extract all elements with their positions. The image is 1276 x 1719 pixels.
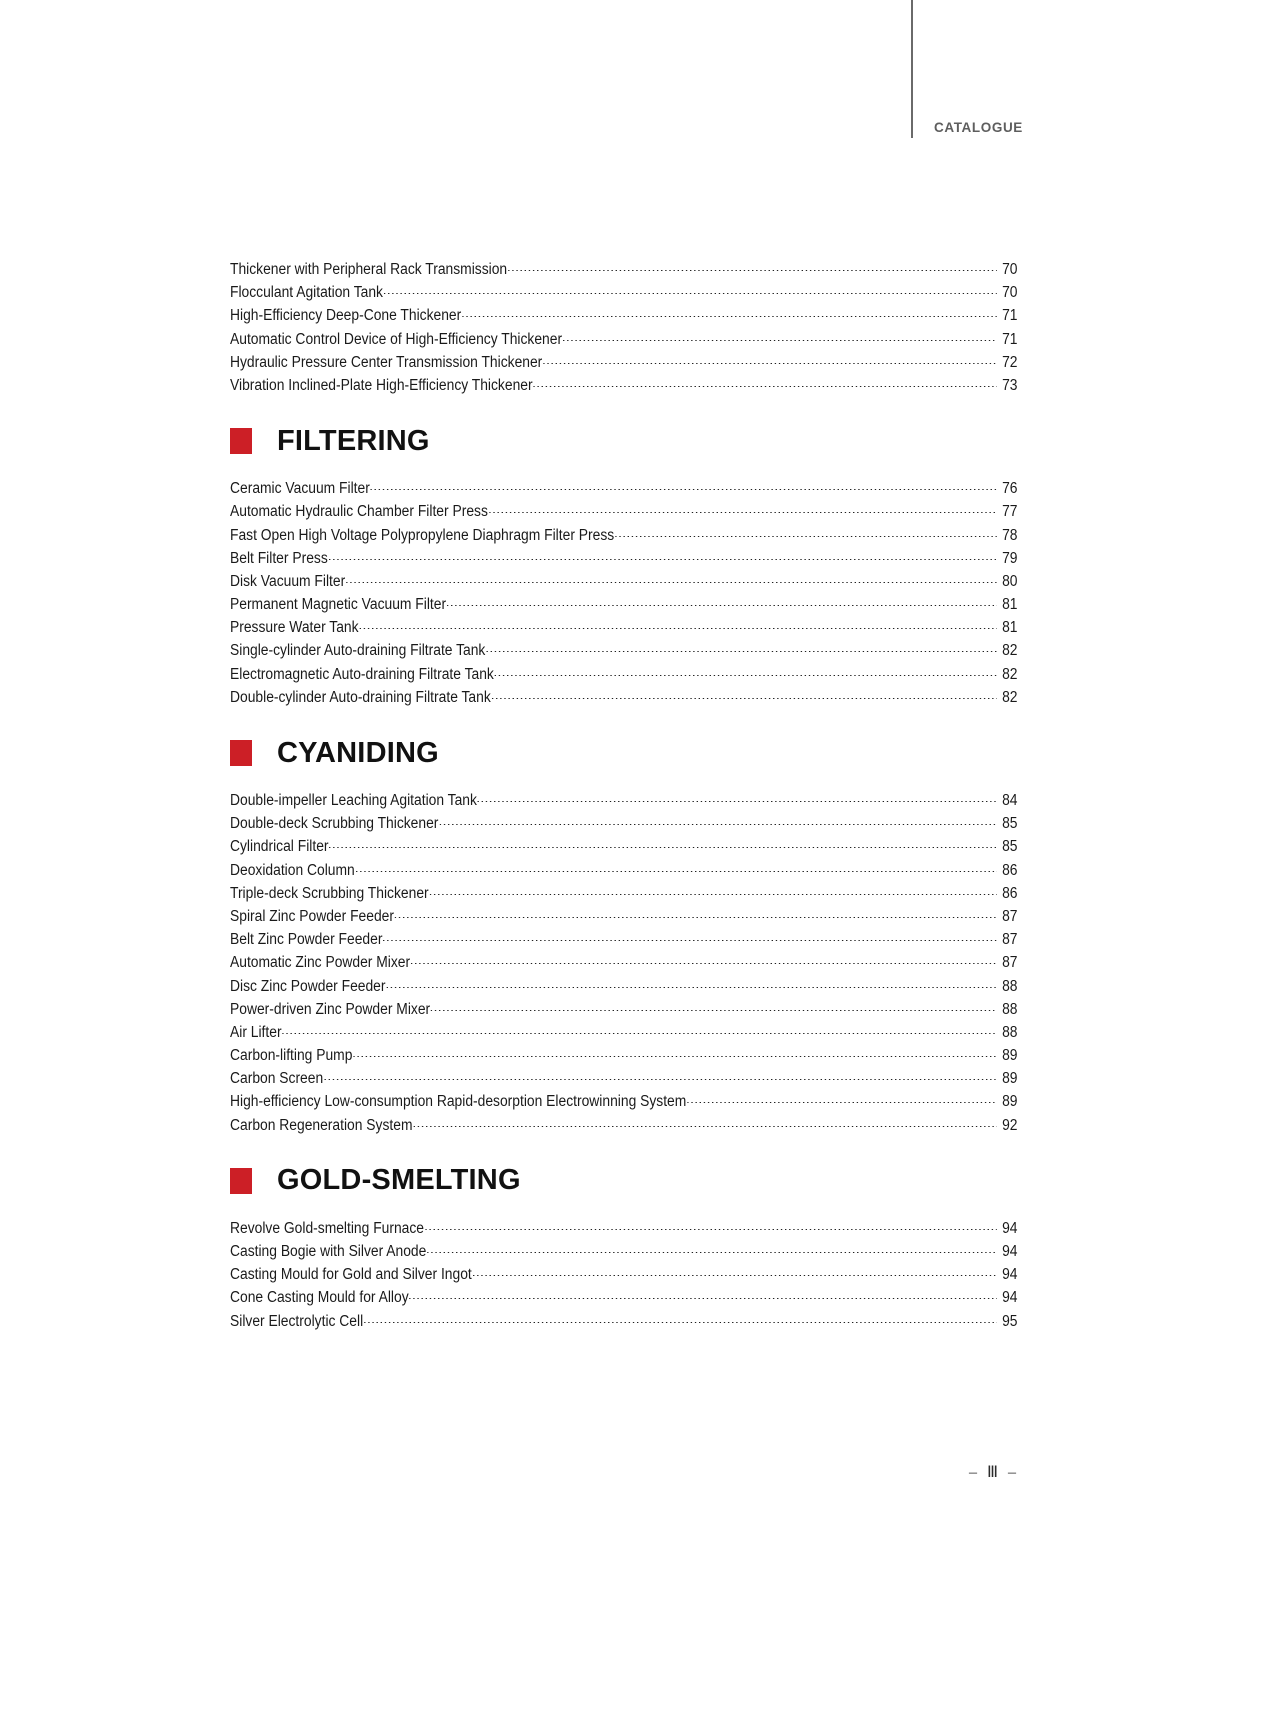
toc-leader-dots (431, 1010, 997, 1011)
toc-entry-page-number: 89 (1002, 1070, 1018, 1088)
toc-leader-dots (410, 1298, 997, 1299)
toc-entry-title: Permanent Magnetic Vacuum Filter (230, 596, 447, 614)
toc-entry-page-number: 95 (1002, 1312, 1018, 1330)
toc-leader-dots (329, 847, 996, 848)
toc-entry[interactable] (230, 882, 1018, 905)
header-catalogue-label: CATALOGUE (934, 120, 1023, 135)
toc-entry-page-number: 87 (1002, 907, 1018, 925)
toc-entry-title: High-efficiency Low-consumption Rapid-desorption Electrowinning System (230, 1093, 687, 1111)
toc-entry-page-number: 71 (1002, 307, 1018, 325)
toc-leader-dots (282, 1033, 996, 1034)
toc-entry-page-number: 94 (1002, 1289, 1018, 1307)
toc-entry-title: Double-impeller Leaching Agitation Tank (230, 792, 477, 809)
toc-entry-title: Double-deck Scrubbing Thickener (230, 815, 439, 833)
toc-entry[interactable] (230, 835, 1018, 858)
toc-entry-title: Automatic Control Device of High-Efficiency Thickener (230, 330, 563, 348)
toc-entry-page-number: 82 (1002, 665, 1018, 683)
toc-leader-dots (413, 1126, 996, 1127)
toc-leader-dots (533, 386, 996, 387)
toc-entry-title: Double-cylinder Auto-draining Filtrate Tank (230, 688, 491, 706)
toc-entry-page-number: 76 (1002, 480, 1018, 498)
toc-entry-page-number: 87 (1002, 954, 1018, 972)
toc-entry[interactable] (230, 998, 1018, 1021)
toc-entry-title: Cone Casting Mould for Alloy (230, 1289, 409, 1307)
toc-leader-dots (353, 1056, 996, 1057)
toc-leader-dots (543, 363, 997, 364)
toc-entry-title: High-Efficiency Deep-Cone Thickener (230, 307, 462, 325)
toc-leader-dots (359, 628, 996, 629)
toc-section-heading (230, 731, 1018, 775)
toc-leader-dots (439, 824, 996, 825)
toc-entry-title: Revolve Gold-smelting Furnace (230, 1219, 425, 1237)
toc-leader-dots (383, 940, 996, 941)
toc-entry-page-number: 88 (1002, 1000, 1018, 1018)
toc-section-heading (230, 419, 1018, 463)
toc-entry[interactable] (230, 328, 1018, 351)
toc-section-heading (230, 1159, 1018, 1203)
toc-leader-dots (430, 894, 997, 895)
toc-entry[interactable] (230, 1090, 1018, 1113)
header-divider-rule (911, 0, 913, 138)
toc-leader-dots (346, 582, 997, 583)
toc-section (230, 419, 1018, 709)
toc-entry-title: Disk Vacuum Filter (230, 572, 346, 590)
toc-entry-page-number: 82 (1002, 688, 1018, 706)
toc-entry-page-number: 81 (1002, 596, 1018, 614)
toc-entry-title: Casting Bogie with Silver Anode (230, 1243, 427, 1260)
toc-entry-page-number: 86 (1002, 884, 1018, 902)
toc-entry-title: Deoxidation Column (230, 861, 355, 879)
toc-entry-title: Belt Zinc Powder Feeder (230, 931, 383, 949)
toc-entry[interactable] (230, 258, 1018, 281)
toc-leader-dots (364, 1322, 997, 1323)
toc-leader-dots (329, 559, 997, 560)
toc-entry[interactable] (230, 1067, 1018, 1090)
toc-entry-title: Carbon Screen (230, 1070, 324, 1088)
toc-entry-page-number: 79 (1002, 549, 1018, 567)
toc-entry-page-number: 82 (1002, 642, 1018, 660)
toc-entry[interactable] (230, 500, 1018, 523)
toc-entry-title: Single-cylinder Auto-draining Filtrate Tank (230, 642, 486, 660)
toc-entry-title: Ceramic Vacuum Filter (230, 480, 370, 498)
toc-leader-dots (324, 1079, 997, 1080)
toc-entry-page-number: 70 (1002, 284, 1018, 302)
toc-leader-dots (462, 316, 997, 317)
toc-entry[interactable] (230, 593, 1018, 616)
toc-entry[interactable] (230, 663, 1018, 686)
toc-entry-title: Silver Electrolytic Cell (230, 1312, 364, 1330)
red-square-icon (230, 1168, 252, 1194)
toc-section-entries (230, 789, 1018, 1137)
toc-entry[interactable] (230, 1217, 1018, 1240)
toc-leader-dots (495, 675, 997, 676)
toc-intro-entries (230, 258, 1018, 397)
toc-section-entries (230, 477, 1018, 709)
toc-entry-title: Belt Filter Press (230, 549, 328, 567)
toc-entry-title: Air Lifter (230, 1023, 282, 1041)
toc-entry-page-number: 72 (1002, 353, 1018, 371)
toc-entry-page-number: 85 (1002, 838, 1018, 856)
toc-entry-title: Power-driven Zinc Powder Mixer (230, 1000, 431, 1018)
toc-section-title: CYANIDING (277, 736, 439, 769)
toc-entry-page-number: 94 (1002, 1266, 1018, 1284)
toc-leader-dots (508, 270, 997, 271)
toc-entry-page-number: 86 (1002, 861, 1018, 879)
toc-entry-page-number: 77 (1002, 503, 1018, 521)
toc-entry[interactable] (230, 859, 1018, 882)
toc-entry[interactable] (230, 1263, 1018, 1286)
toc-entry[interactable] (230, 1310, 1018, 1333)
toc-entry[interactable] (230, 812, 1018, 835)
toc-section-title: FILTERING (277, 424, 430, 457)
toc-entry[interactable] (230, 570, 1018, 593)
toc-entry[interactable] (230, 928, 1018, 951)
toc-entry[interactable] (230, 374, 1018, 397)
toc-leader-dots (411, 963, 997, 964)
toc-entry-title: Carbon-lifting Pump (230, 1047, 353, 1065)
toc-leader-dots (395, 917, 997, 918)
toc-entry[interactable] (230, 686, 1018, 709)
toc-entry-title: Disc Zinc Powder Feeder (230, 977, 386, 995)
toc-entry-title: Hydraulic Pressure Center Transmission Thickener (230, 353, 543, 371)
toc-entry-page-number: 81 (1002, 619, 1018, 637)
toc-entry-title: Carbon Regeneration System (230, 1116, 413, 1134)
toc-entry-page-number: 94 (1002, 1243, 1018, 1260)
toc-entry[interactable] (230, 477, 1018, 500)
toc-entry-title: Casting Mould for Gold and Silver Ingot (230, 1266, 472, 1284)
toc-entry-page-number: 94 (1002, 1219, 1018, 1237)
toc-entry[interactable] (230, 616, 1018, 639)
toc-entry-page-number: 89 (1002, 1093, 1018, 1111)
toc-leader-dots (356, 871, 997, 872)
toc-entry[interactable] (230, 304, 1018, 327)
page-header (911, 0, 1276, 150)
toc-leader-dots (384, 293, 997, 294)
toc-entry[interactable] (230, 524, 1018, 547)
toc-entry-title: Automatic Zinc Powder Mixer (230, 954, 411, 972)
toc-leader-dots (371, 489, 997, 490)
toc-entry-page-number: 73 (1002, 376, 1018, 394)
toc-leader-dots (427, 1252, 997, 1253)
toc-entry-page-number: 92 (1002, 1116, 1018, 1134)
toc-entry-page-number: 80 (1002, 572, 1018, 590)
toc-entry-title: Electromagnetic Auto-draining Filtrate Tank (230, 665, 494, 683)
toc-entry[interactable] (230, 1044, 1018, 1067)
toc-entry-title: Pressure Water Tank (230, 619, 359, 637)
toc-entry[interactable] (230, 351, 1018, 374)
toc-sections (230, 419, 1018, 1333)
toc-entry-title: Triple-deck Scrubbing Thickener (230, 884, 429, 902)
red-square-icon (230, 428, 252, 454)
toc-leader-dots (492, 698, 997, 699)
toc-entry-page-number: 87 (1002, 931, 1018, 949)
toc-leader-dots (489, 512, 997, 513)
toc-entry-page-number: 88 (1002, 977, 1018, 995)
toc-entry-page-number: 84 (1002, 792, 1018, 809)
toc-entry-page-number: 71 (1002, 330, 1018, 348)
toc-leader-dots (473, 1275, 997, 1276)
toc-leader-dots (447, 605, 997, 606)
toc-entry[interactable] (230, 281, 1018, 304)
toc-entry-title: Flocculant Agitation Tank (230, 284, 383, 302)
toc-leader-dots (425, 1229, 997, 1230)
toc-entry-title: Fast Open High Voltage Polypropylene Diaphragm Filter Press (230, 526, 615, 544)
toc-section (230, 1159, 1018, 1333)
toc-entry[interactable] (230, 1114, 1018, 1137)
red-square-icon (230, 740, 252, 766)
toc-entry[interactable] (230, 1286, 1018, 1309)
toc-entry[interactable] (230, 975, 1018, 998)
toc-entry[interactable] (230, 547, 1018, 570)
toc-entry-page-number: 78 (1002, 526, 1018, 544)
toc-leader-dots (615, 536, 997, 537)
toc-entry-page-number: 89 (1002, 1047, 1018, 1065)
toc-entry-title: Vibration Inclined-Plate High-Efficiency Thickener (230, 376, 533, 394)
toc-entry[interactable] (230, 789, 1018, 812)
toc-section-title: GOLD-SMELTING (277, 1164, 521, 1197)
toc-entry[interactable] (230, 1021, 1018, 1044)
toc-entry-page-number: 85 (1002, 815, 1018, 833)
toc-entry-title: Spiral Zinc Powder Feeder (230, 907, 394, 925)
toc-leader-dots (386, 987, 996, 988)
toc-entry[interactable] (230, 1240, 1018, 1263)
toc-leader-dots (486, 651, 997, 652)
toc-section (230, 731, 1018, 1137)
toc-leader-dots (563, 340, 997, 341)
toc-section-entries (230, 1217, 1018, 1333)
toc-entry[interactable] (230, 639, 1018, 662)
toc-entry-title: Automatic Hydraulic Chamber Filter Press (230, 503, 488, 521)
toc-entry-page-number: 88 (1002, 1023, 1018, 1041)
toc-entry-page-number: 70 (1002, 261, 1018, 278)
toc-leader-dots (478, 801, 997, 802)
toc-entry[interactable] (230, 951, 1018, 974)
page-number-footer: – Ⅲ – (968, 1464, 1019, 1481)
toc-entry-title: Cylindrical Filter (230, 838, 329, 856)
toc-entry[interactable] (230, 905, 1018, 928)
toc-entry-title: Thickener with Peripheral Rack Transmission (230, 261, 508, 278)
toc-content (230, 258, 1018, 1333)
toc-leader-dots (687, 1102, 997, 1103)
